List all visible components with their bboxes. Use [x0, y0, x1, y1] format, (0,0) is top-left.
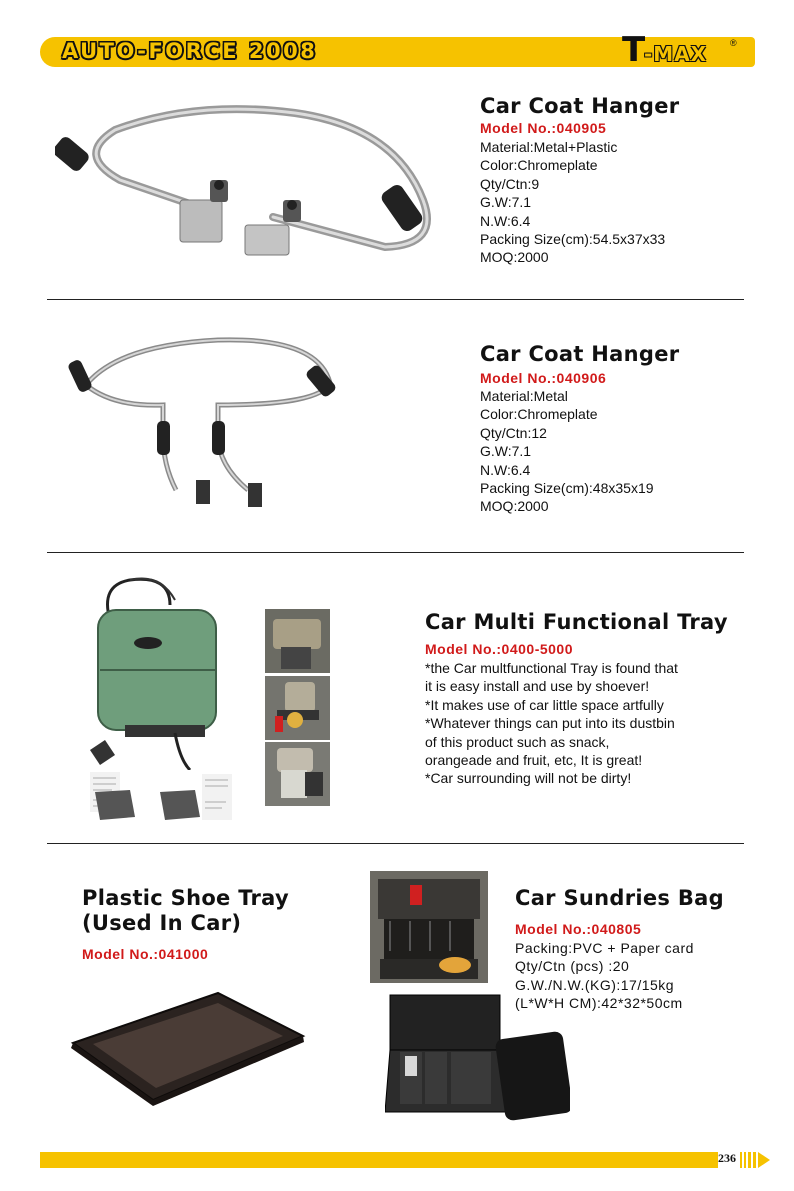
section-divider: [47, 299, 744, 300]
product-title: Car Multi Functional Tray: [425, 610, 728, 634]
product-specs: Material:Metal Color:Chromeplate Qty/Ctn:12 G.W:7.1 N.W:6.4 Packing Size(cm):48x35x19 MOQ:2000: [480, 388, 654, 515]
multi-tray-small-image: [90, 772, 235, 827]
next-arrow-icon: [740, 1152, 770, 1168]
multi-tray-main-image: [80, 575, 230, 770]
multi-tray-photo-1: [265, 609, 330, 673]
product-title: Car Coat Hanger: [480, 342, 680, 366]
catalog-title: AUTO-FORCE 2008: [62, 39, 318, 63]
product-specs: Material:Metal+Plastic Color:Chromeplate Qty/Ctn:9 G.W:7.1 N.W:6.4 Packing Size(cm):54.5x37x33 MOQ:2000: [480, 139, 666, 266]
product-title: Plastic Shoe Tray (Used In Car): [82, 886, 289, 935]
model-number: Model No.:040805: [515, 921, 642, 937]
product-specs: Packing:PVC + Paper card Qty/Ctn (pcs) :20 G.W./N.W.(KG):17/15kg (L*W*H CM):42*32*50cm: [515, 940, 694, 1012]
model-number: Model No.:0400-5000: [425, 641, 573, 657]
footer-bar: [40, 1152, 718, 1168]
section-divider: [47, 552, 744, 553]
model-number: Model No.:040906: [480, 370, 607, 386]
multi-tray-photo-3: [265, 742, 330, 806]
product-title: Car Coat Hanger: [480, 94, 680, 118]
page-number: 236: [718, 1151, 736, 1165]
model-number: Model No.:041000: [82, 946, 209, 962]
multi-tray-photo-2: [265, 676, 330, 740]
section-divider: [47, 843, 744, 844]
sundries-bag-photo-1: [370, 871, 488, 983]
product-specs: *the Car multfunctional Tray is found that it is easy install and use by shoever! *It makes use of car little space artfully *Whatever things can put into its dustbin of this product such as snack, orangeade and fruit, etc, It is great! *Car surrounding will not be dirty!: [425, 660, 678, 787]
brand-logo: T -MAX ®: [622, 30, 737, 70]
coat-hanger-040906-image: [68, 325, 358, 510]
product-title: Car Sundries Bag: [515, 886, 724, 910]
coat-hanger-040905-image: [55, 95, 450, 270]
model-number: Model No.:040905: [480, 120, 607, 136]
shoe-tray-image: [68, 988, 308, 1108]
